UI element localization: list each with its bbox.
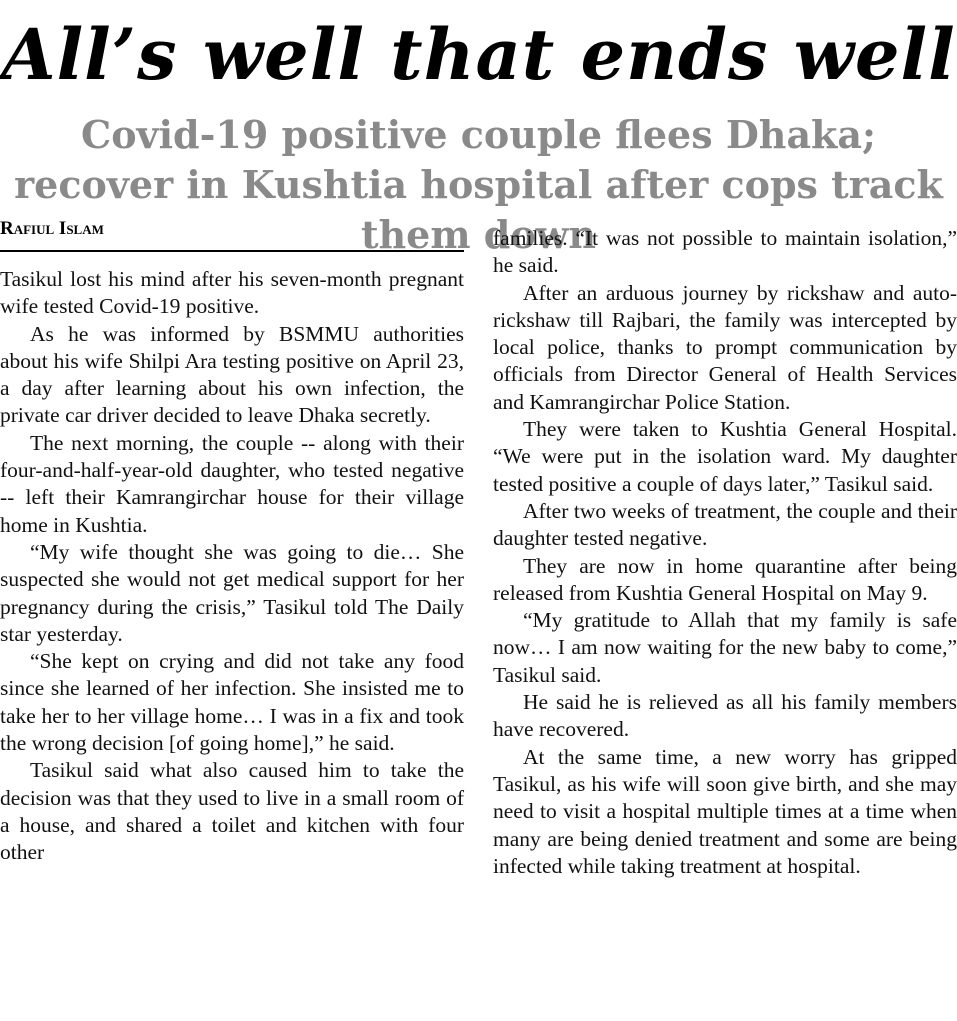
paragraph: The next morning, the couple -- along with their four-and-half-year-old daughter, who tested negative -- left their Kamrangirchar house for their village home in Kushtia. xyxy=(0,430,464,537)
paragraph: families. “It was not possible to maintain isolation,” he said. xyxy=(493,226,957,278)
byline-rule xyxy=(0,250,464,252)
paragraph: “She kept on crying and did not take any food since she learned of her infection. She insisted me to take her to her village home… I was in a fix and took the wrong decision [of going home],” he said. xyxy=(0,649,464,756)
subheadline: Covid-19 positive couple flees Dhaka; recover in Kushtia hospital after cops track them down xyxy=(14,112,943,257)
paragraph: After two weeks of treatment, the couple and their daughter tested negative. xyxy=(493,498,957,551)
paragraph: At the same time, a new worry has gripped Tasikul, as his wife will soon give birth, and she may need to visit a hospital multiple times at a time when many are being denied treatment and some are being infected while taking treatment at hospital. xyxy=(493,744,957,878)
paragraph: He said he is relieved as all his family members have recovered. xyxy=(493,690,957,742)
paragraph: As he was informed by BSMMU authorities about his wife Shilpi Ara testing positive on April 23, a day after learning about his own infection, the private car driver decided to leave Dhaka secretly. xyxy=(0,321,464,428)
paragraph: Tasikul said what also caused him to take the decision was that they used to live in a small room of a house, and shared a toilet and kitchen with four other xyxy=(0,758,464,865)
paragraph: They are now in home quarantine after being released from Kushtia General Hospital on May 9. xyxy=(493,553,957,605)
paragraph: They were taken to Kushtia General Hospital. “We were put in the isolation ward. My daughter tested positive a couple of days later,” Tasikul said. xyxy=(493,417,957,496)
byline: Rafiul Islam xyxy=(0,218,104,239)
right-column xyxy=(493,225,957,880)
left-column xyxy=(0,266,464,867)
paragraph: “My gratitude to Allah that my family is safe now… I am now waiting for the new baby to come,” Tasikul said. xyxy=(493,608,957,687)
paragraph: “My wife thought she was going to die… She suspected she would not get medical support for her pregnancy during the crisis,” Tasikul told The Daily star yesterday. xyxy=(0,539,464,646)
headline: All’s well that ends well xyxy=(1,13,956,96)
paragraph: After an arduous journey by rickshaw and auto-rickshaw till Rajbari, the family was intercepted by local police, thanks to prompt communication by officials from Director General of Health Services and Kamrangirchar Police Station. xyxy=(493,280,957,414)
paragraph: Tasikul lost his mind after his seven-month pregnant wife tested Covid-19 positive. xyxy=(0,267,464,319)
